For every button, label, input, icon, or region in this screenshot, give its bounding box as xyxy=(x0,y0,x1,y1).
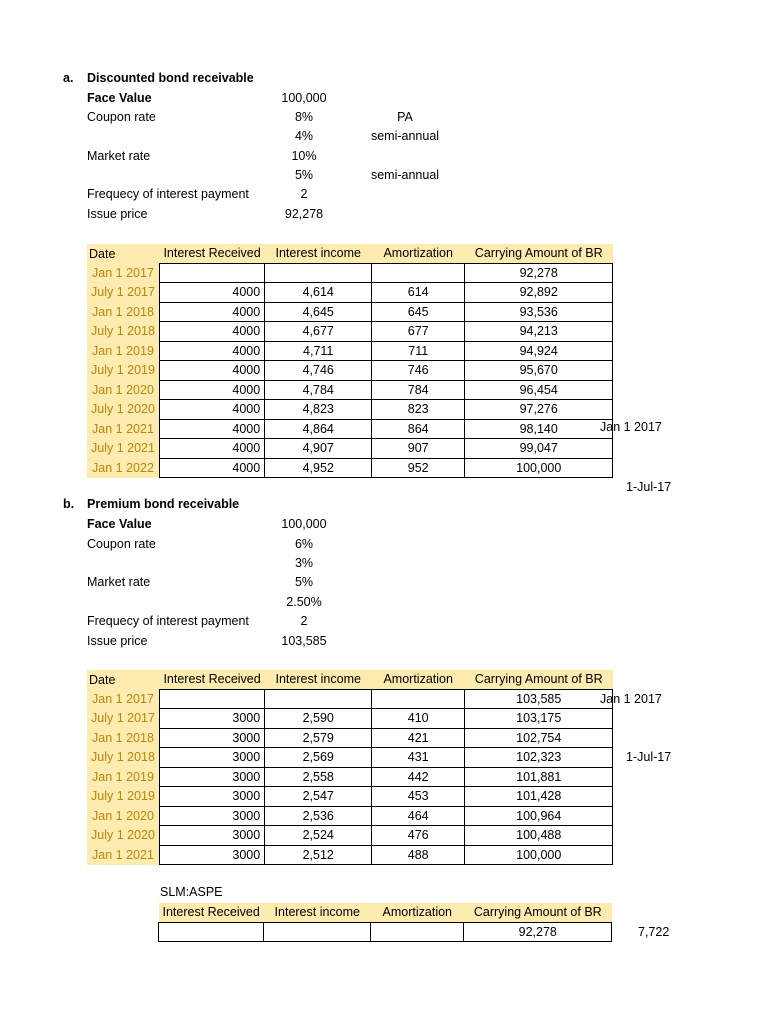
header-carrying-amount: Carrying Amount of BR xyxy=(465,670,613,689)
table-a xyxy=(87,244,613,478)
coupon-semi-rate: 4% xyxy=(294,129,314,143)
issue-price-b: 103,585 xyxy=(281,634,327,648)
table-row xyxy=(87,689,613,709)
cell-date: Jan 1 2022 xyxy=(87,458,159,478)
cell-interest-received: 3000 xyxy=(159,709,264,729)
cell-interest-income: 2,569 xyxy=(265,748,372,768)
cell-amortization: 784 xyxy=(372,380,465,400)
cell-carrying-amount: 100,000 xyxy=(465,845,613,865)
table-row xyxy=(87,263,613,283)
header-interest-income: Interest income xyxy=(265,244,372,263)
cell-amortization: 746 xyxy=(372,361,465,381)
table-slm-header xyxy=(159,903,612,922)
table-row xyxy=(87,439,613,459)
table-row xyxy=(87,322,613,342)
cell-carrying-amount: 103,175 xyxy=(465,709,613,729)
market-rate: 10% xyxy=(291,149,317,163)
section-a-marker: a. xyxy=(63,71,74,85)
header-interest-received: Interest Received xyxy=(159,244,264,263)
cell-amortization xyxy=(371,922,464,942)
coupon-semi-note: semi-annual xyxy=(370,129,440,143)
cell-interest-received: 4000 xyxy=(159,302,264,322)
cell-date: Jan 1 2021 xyxy=(87,419,159,439)
table-row xyxy=(87,458,613,478)
cell-date: Jan 1 2018 xyxy=(87,728,159,748)
table-row xyxy=(87,728,613,748)
cell-amortization: 614 xyxy=(372,283,465,303)
cell-date: Jan 1 2018 xyxy=(87,302,159,322)
header-amortization: Amortization xyxy=(372,670,465,689)
cell-date: July 1 2018 xyxy=(87,748,159,768)
cell-date: Jan 1 2020 xyxy=(87,380,159,400)
market-rate-b: 5% xyxy=(294,575,314,589)
cell-carrying-amount: 100,488 xyxy=(465,826,613,846)
cell-amortization: 645 xyxy=(372,302,465,322)
table-row xyxy=(87,709,613,729)
cell-interest-received: 4000 xyxy=(159,341,264,361)
cell-interest-received: 3000 xyxy=(159,845,264,865)
face-value-b: 100,000 xyxy=(281,517,327,531)
coupon-note: PA xyxy=(397,110,413,124)
cell-interest-income: 2,590 xyxy=(265,709,372,729)
cell-interest-income: 4,746 xyxy=(265,361,372,381)
side-date-b2: 1-Jul-17 xyxy=(626,750,672,764)
cell-carrying-amount: 102,323 xyxy=(465,748,613,768)
coupon-semi-b: 3% xyxy=(294,556,314,570)
header-amortization: Amortization xyxy=(372,244,465,263)
cell-amortization: 823 xyxy=(372,400,465,420)
section-a-title: Discounted bond receivable xyxy=(87,71,254,85)
cell-amortization: 410 xyxy=(372,709,465,729)
header-interest-received: Interest Received xyxy=(159,903,264,922)
cell-date: Jan 1 2020 xyxy=(87,806,159,826)
slm-side-value: 7,722 xyxy=(638,925,670,939)
header-carrying-amount: Carrying Amount of BR xyxy=(465,244,613,263)
issue-price-label: Issue price xyxy=(87,207,148,221)
cell-carrying-amount: 97,276 xyxy=(465,400,613,420)
table-row xyxy=(87,302,613,322)
cell-interest-received: 3000 xyxy=(159,787,264,807)
table-row xyxy=(87,787,613,807)
cell-amortization: 488 xyxy=(372,845,465,865)
cell-interest-income: 4,864 xyxy=(265,419,372,439)
cell-amortization: 677 xyxy=(372,322,465,342)
header-interest-income: Interest income xyxy=(265,670,372,689)
cell-amortization xyxy=(372,263,465,283)
cell-interest-income: 4,677 xyxy=(265,322,372,342)
market-rate-b-label: Market rate xyxy=(87,575,151,589)
table-row xyxy=(87,806,613,826)
table-row xyxy=(87,283,613,303)
cell-carrying-amount: 96,454 xyxy=(465,380,613,400)
cell-carrying-amount: 92,892 xyxy=(465,283,613,303)
cell-interest-received xyxy=(159,922,264,942)
cell-amortization: 711 xyxy=(372,341,465,361)
cell-date: July 1 2020 xyxy=(87,400,159,420)
cell-interest-income: 4,952 xyxy=(265,458,372,478)
cell-amortization xyxy=(372,689,465,709)
cell-interest-income: 2,547 xyxy=(265,787,372,807)
coupon-rate-b: 6% xyxy=(294,537,314,551)
coupon-rate-label: Coupon rate xyxy=(87,110,156,124)
cell-interest-income: 2,558 xyxy=(265,767,372,787)
cell-date: Jan 1 2017 xyxy=(87,689,159,709)
cell-interest-income xyxy=(265,263,372,283)
cell-interest-income: 4,645 xyxy=(265,302,372,322)
cell-amortization: 952 xyxy=(372,458,465,478)
cell-interest-received: 4000 xyxy=(159,419,264,439)
table-row xyxy=(87,826,613,846)
cell-date: July 1 2018 xyxy=(87,322,159,342)
issue-price-b-label: Issue price xyxy=(87,634,148,648)
cell-carrying-amount: 102,754 xyxy=(465,728,613,748)
table-row xyxy=(87,748,613,768)
cell-carrying-amount: 100,000 xyxy=(465,458,613,478)
header-date: Date xyxy=(87,670,159,689)
cell-date: Jan 1 2019 xyxy=(87,767,159,787)
table-row xyxy=(159,922,612,942)
cell-interest-received: 3000 xyxy=(159,748,264,768)
cell-date: July 1 2017 xyxy=(87,709,159,729)
section-b-title: Premium bond receivable xyxy=(87,497,240,511)
side-date-a: Jan 1 2017 xyxy=(600,420,662,434)
table-row xyxy=(87,767,613,787)
cell-interest-received: 3000 xyxy=(159,806,264,826)
cell-date: July 1 2017 xyxy=(87,283,159,303)
coupon-rate: 8% xyxy=(294,110,314,124)
cell-interest-received: 3000 xyxy=(159,728,264,748)
slm-title: SLM:ASPE xyxy=(160,885,223,899)
cell-interest-received xyxy=(159,689,264,709)
cell-amortization: 453 xyxy=(372,787,465,807)
coupon-rate-b-label: Coupon rate xyxy=(87,537,156,551)
cell-carrying-amount: 95,670 xyxy=(465,361,613,381)
cell-carrying-amount: 94,213 xyxy=(465,322,613,342)
cell-interest-received: 4000 xyxy=(159,458,264,478)
cell-carrying-amount: 92,278 xyxy=(465,263,613,283)
table-a-header xyxy=(87,244,613,263)
cell-interest-income xyxy=(265,689,372,709)
section-b-marker: b. xyxy=(63,497,75,511)
cell-amortization: 421 xyxy=(372,728,465,748)
cell-interest-received: 3000 xyxy=(159,767,264,787)
cell-carrying-amount: 93,536 xyxy=(465,302,613,322)
cell-interest-income: 2,579 xyxy=(265,728,372,748)
cell-date: Jan 1 2019 xyxy=(87,341,159,361)
market-semi-b: 2.50% xyxy=(286,595,322,609)
cell-interest-income: 4,907 xyxy=(265,439,372,459)
cell-carrying-amount: 99,047 xyxy=(465,439,613,459)
cell-interest-income: 4,784 xyxy=(265,380,372,400)
cell-interest-received: 4000 xyxy=(159,400,264,420)
cell-amortization: 464 xyxy=(372,806,465,826)
cell-carrying-amount: 98,140 xyxy=(465,419,613,439)
cell-amortization: 442 xyxy=(372,767,465,787)
cell-carrying-amount: 94,924 xyxy=(465,341,613,361)
table-row xyxy=(87,380,613,400)
header-date: Date xyxy=(87,244,159,263)
cell-interest-received: 4000 xyxy=(159,322,264,342)
table-b-header xyxy=(87,670,613,689)
frequency-label: Frequecy of interest payment xyxy=(87,187,249,201)
cell-interest-income: 2,536 xyxy=(265,806,372,826)
cell-interest-received xyxy=(159,263,264,283)
cell-carrying-amount: 101,428 xyxy=(465,787,613,807)
market-rate-label: Market rate xyxy=(87,149,151,163)
face-value-label: Face Value xyxy=(87,91,152,105)
cell-interest-income: 2,512 xyxy=(265,845,372,865)
cell-interest-income: 2,524 xyxy=(265,826,372,846)
cell-date: July 1 2019 xyxy=(87,361,159,381)
cell-amortization: 907 xyxy=(372,439,465,459)
table-row xyxy=(87,341,613,361)
cell-carrying-amount: 92,278 xyxy=(464,922,612,942)
side-date-a2: 1-Jul-17 xyxy=(626,480,672,494)
cell-date: July 1 2021 xyxy=(87,439,159,459)
table-b xyxy=(87,670,613,865)
table-row xyxy=(87,419,613,439)
cell-date: July 1 2020 xyxy=(87,826,159,846)
cell-carrying-amount: 103,585 xyxy=(465,689,613,709)
cell-interest-income: 4,711 xyxy=(265,341,372,361)
market-semi-note: semi-annual xyxy=(370,168,440,182)
cell-interest-income xyxy=(264,922,371,942)
cell-interest-received: 4000 xyxy=(159,361,264,381)
table-row xyxy=(87,361,613,381)
cell-carrying-amount: 101,881 xyxy=(465,767,613,787)
cell-amortization: 864 xyxy=(372,419,465,439)
cell-interest-received: 3000 xyxy=(159,826,264,846)
cell-interest-income: 4,614 xyxy=(265,283,372,303)
table-row xyxy=(87,845,613,865)
side-date-b: Jan 1 2017 xyxy=(600,692,662,706)
face-value: 100,000 xyxy=(281,91,327,105)
cell-carrying-amount: 100,964 xyxy=(465,806,613,826)
face-value-b-label: Face Value xyxy=(87,517,152,531)
cell-amortization: 431 xyxy=(372,748,465,768)
header-interest-income: Interest income xyxy=(264,903,371,922)
header-interest-received: Interest Received xyxy=(159,670,264,689)
market-semi-rate: 5% xyxy=(294,168,314,182)
header-carrying-amount: Carrying Amount of BR xyxy=(464,903,612,922)
cell-interest-received: 4000 xyxy=(159,439,264,459)
table-row xyxy=(87,400,613,420)
cell-date: Jan 1 2017 xyxy=(87,263,159,283)
frequency-b-value: 2 xyxy=(300,614,308,628)
cell-date: Jan 1 2021 xyxy=(87,845,159,865)
header-amortization: Amortization xyxy=(371,903,464,922)
cell-interest-received: 4000 xyxy=(159,380,264,400)
issue-price: 92,278 xyxy=(284,207,324,221)
cell-interest-income: 4,823 xyxy=(265,400,372,420)
cell-amortization: 476 xyxy=(372,826,465,846)
table-slm xyxy=(158,903,612,942)
cell-date: July 1 2019 xyxy=(87,787,159,807)
cell-interest-received: 4000 xyxy=(159,283,264,303)
frequency-value: 2 xyxy=(300,187,308,201)
frequency-b-label: Frequecy of interest payment xyxy=(87,614,249,628)
